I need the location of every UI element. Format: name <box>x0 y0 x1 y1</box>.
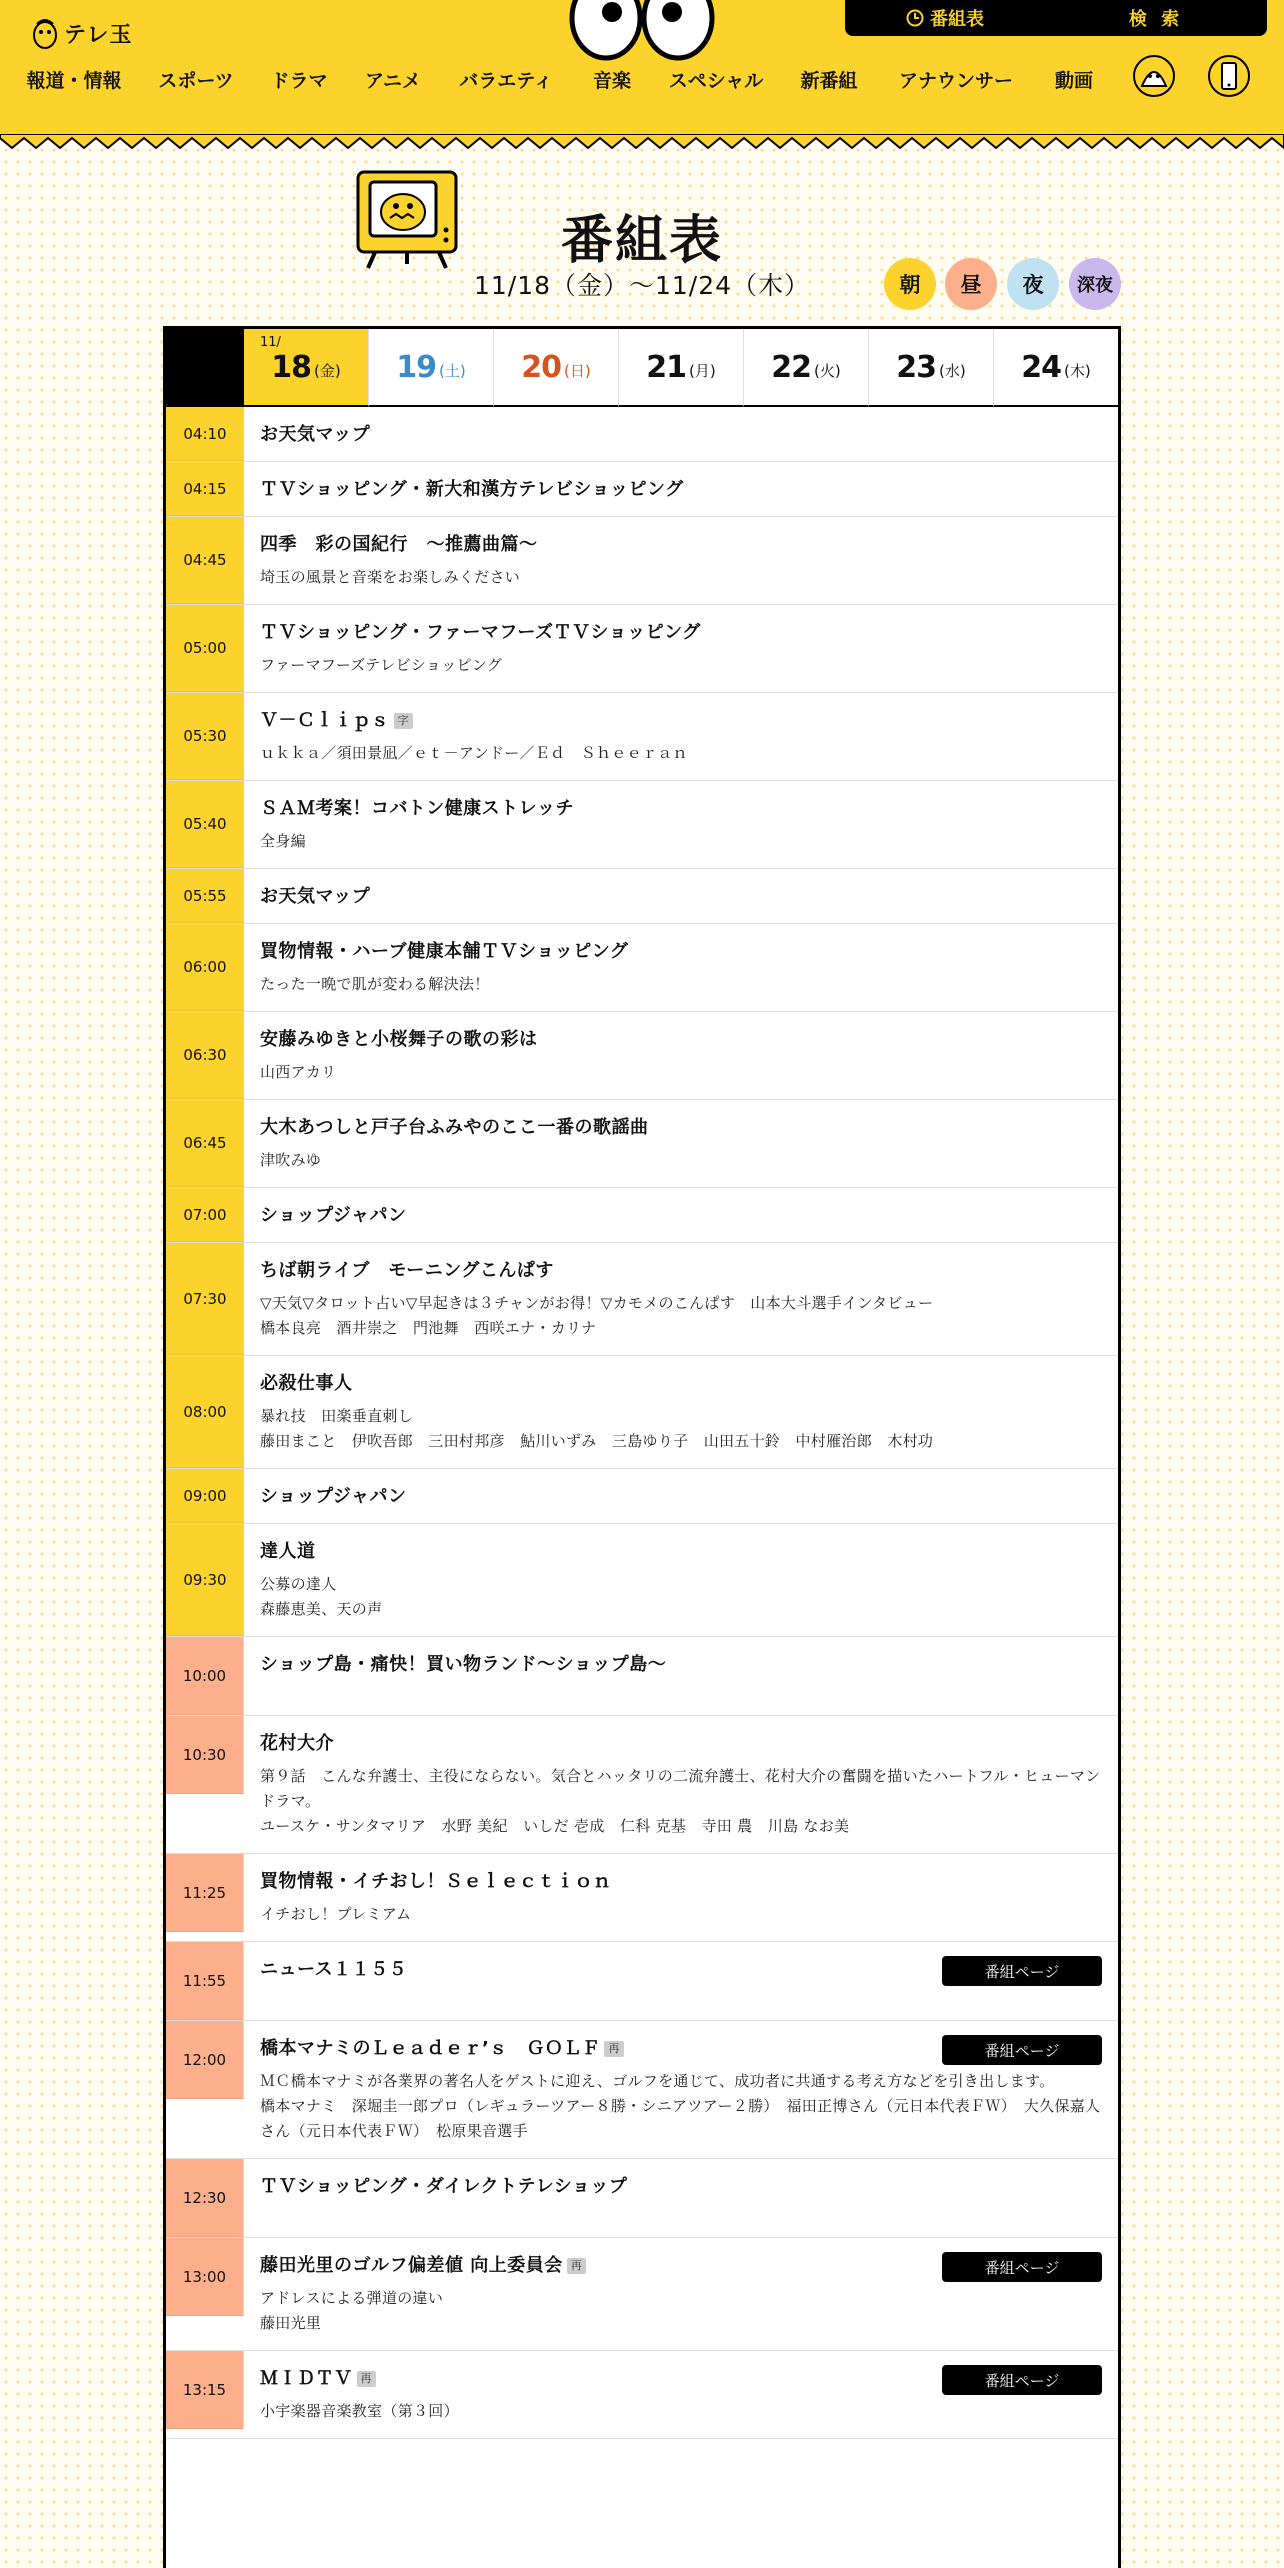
program-title[interactable] <box>260 940 1102 964</box>
program-row[interactable] <box>166 1716 1118 1854</box>
program-title-text: 四季 彩の国紀行 ～推薦曲篇～ <box>260 534 538 555</box>
program-cell <box>244 407 1118 461</box>
program-cell <box>244 1100 1118 1187</box>
nav-news[interactable]: 報道・情報 <box>26 70 122 92</box>
program-cell <box>244 2021 1118 2158</box>
program-row[interactable] <box>166 1524 1118 1637</box>
day-weekday: (木) <box>1064 361 1091 380</box>
program-description <box>260 2286 1102 2336</box>
program-cell <box>244 605 1118 692</box>
program-time: 04:45 <box>166 517 244 604</box>
tod-noon-label: 昼 <box>960 273 982 297</box>
program-row[interactable] <box>166 1100 1118 1188</box>
program-title[interactable] <box>260 1732 1102 1756</box>
program-cell <box>244 1356 1118 1468</box>
program-description-line: 藤田光里 <box>260 2314 322 2332</box>
program-description-line: 公募の達人 <box>260 1575 337 1593</box>
logo-text: テレ玉 <box>64 22 133 48</box>
program-time: 09:00 <box>166 1469 244 1523</box>
topbar <box>845 0 1267 36</box>
program-description <box>260 1291 1102 1341</box>
day-corner <box>166 329 244 407</box>
program-description-line: 橋本良亮 酒井崇之 門池舞 西咲エナ・カリナ <box>260 1319 597 1337</box>
program-row[interactable] <box>166 2238 1118 2351</box>
day-weekday: (月) <box>689 361 716 380</box>
program-description <box>260 1148 1102 1173</box>
program-row[interactable] <box>166 1854 1118 1942</box>
program-badge: 字 <box>394 713 414 729</box>
day-number: 20 <box>521 349 562 385</box>
day-number: 22 <box>771 349 812 385</box>
nav-drama[interactable]: ドラマ <box>270 70 328 92</box>
program-title-text: ショップ島・痛快！買い物ランド～ショップ島～ <box>260 1654 667 1675</box>
program-time: 06:00 <box>166 924 244 1011</box>
schedule-table <box>163 326 1121 2568</box>
day-number: 21 <box>646 349 687 385</box>
program-cell <box>244 2351 1118 2438</box>
day-number: 24 <box>1021 349 1062 385</box>
program-title[interactable] <box>260 2175 1102 2199</box>
program-time: 05:55 <box>166 869 244 923</box>
program-title-text: ＳＡＭ考案！コバトン健康ストレッチ <box>260 798 574 819</box>
program-title[interactable] <box>260 1540 1102 1564</box>
tamago-mascot-icon <box>32 16 58 50</box>
program-title-text: 必殺仕事人 <box>260 1373 353 1394</box>
program-cell <box>244 462 1118 516</box>
program-description-line: 暴れ技 田楽垂直刺し <box>260 1407 414 1425</box>
program-title-text: ＴＶショッピング・ダイレクトテレショップ <box>260 2176 628 2197</box>
program-row[interactable] <box>166 693 1118 781</box>
program-time: 06:30 <box>166 1012 244 1099</box>
nav-music[interactable]: 音楽 <box>592 70 632 92</box>
program-description-line: 森藤恵美、天の声 <box>260 1600 383 1618</box>
tod-night-label: 夜 <box>1022 273 1044 297</box>
program-row[interactable] <box>166 1012 1118 1100</box>
tod-morning-button[interactable] <box>884 258 936 310</box>
date-range: 11/18（金）〜11/24（木） <box>473 271 811 300</box>
day-number: 18 <box>271 349 312 385</box>
program-time: 12:30 <box>166 2159 244 2237</box>
program-description <box>260 565 1102 590</box>
program-time: 11:25 <box>166 1854 244 1932</box>
program-title-text: 大木あつしと戸子台ふみやのここ一番の歌謡曲 <box>260 1117 649 1138</box>
program-row[interactable] <box>166 2159 1118 2238</box>
program-title-text: ＴＶショッピング・ファーマフーズＴＶショッピング <box>260 622 701 643</box>
teletama-kun-icon[interactable] <box>1132 54 1176 98</box>
program-description <box>260 2399 1102 2424</box>
program-description-line: ▽天気▽タロット占い▽早起きは３チャンがお得！▽カモメのこんぱす 山本大斗選手インタビュー <box>260 1294 934 1312</box>
tod-night-button[interactable] <box>1007 258 1059 310</box>
program-row[interactable] <box>166 1243 1118 1356</box>
program-title-text: ショップジャパン <box>260 1205 407 1226</box>
mascot-eyes-icon <box>568 0 716 62</box>
program-time: 04:10 <box>166 407 244 461</box>
program-title-text: 買物情報・イチおし！Ｓｅｌｅｃｔｉｏｎ <box>260 1871 612 1892</box>
program-time: 10:00 <box>166 1637 244 1715</box>
program-description-line: イチおし！プレミアム <box>260 1905 412 1923</box>
program-title-text: ＭＩＤＴＶ <box>260 2368 353 2389</box>
program-title-text: 花村大介 <box>260 1733 334 1754</box>
nav-new-programs[interactable]: 新番組 <box>800 70 858 92</box>
tod-late-night-label: 深夜 <box>1077 275 1113 296</box>
day-tab[interactable] <box>244 329 369 407</box>
program-title[interactable] <box>260 1028 1102 1052</box>
program-description <box>260 1404 1102 1454</box>
tod-noon-button[interactable] <box>945 258 997 310</box>
program-time: 09:30 <box>166 1524 244 1636</box>
program-cell <box>244 1854 1118 1941</box>
program-time: 05:40 <box>166 781 244 868</box>
day-tab[interactable] <box>869 329 994 407</box>
program-row[interactable] <box>166 869 1118 924</box>
schedule-link[interactable] <box>845 0 1045 36</box>
day-weekday: (水) <box>939 361 966 380</box>
nav-announcer[interactable]: アナウンサー <box>898 70 1014 92</box>
program-row[interactable] <box>166 924 1118 1012</box>
program-title[interactable] <box>260 1372 1102 1396</box>
program-time: 05:00 <box>166 605 244 692</box>
main-nav <box>0 66 1284 106</box>
tod-late-night-button[interactable] <box>1069 258 1121 310</box>
program-cell <box>244 693 1118 780</box>
program-description-line: ユースケ・サンタマリア 水野 美紀 いしだ 壱成 仁科 克基 寺田 農 川島 なお美 <box>260 1817 850 1835</box>
program-description <box>260 1572 1102 1622</box>
header-zigzag-edge <box>0 134 1284 152</box>
nav-special[interactable]: スペシャル <box>668 70 764 92</box>
program-page-button[interactable]: 番組ページ <box>942 1956 1102 1986</box>
mobile-icon[interactable] <box>1207 54 1251 98</box>
site-header <box>0 0 1284 140</box>
program-description-line: 埼玉の風景と音楽をお楽しみください <box>260 568 521 586</box>
program-title[interactable] <box>260 478 1102 502</box>
search-link[interactable]: 検 索 <box>1128 9 1184 30</box>
program-cell <box>244 1012 1118 1099</box>
program-page-button[interactable]: 番組ページ <box>942 2252 1102 2282</box>
program-row[interactable] <box>166 2021 1118 2159</box>
program-time: 13:00 <box>166 2238 244 2316</box>
program-title[interactable] <box>260 423 1102 447</box>
program-title[interactable] <box>260 1116 1102 1140</box>
program-description <box>260 2069 1102 2144</box>
program-time: 05:30 <box>166 693 244 780</box>
program-badge: 再 <box>567 2258 587 2274</box>
program-title-text: Ｖ－Ｃｌｉｐｓ <box>260 710 390 731</box>
day-number: 19 <box>396 349 437 385</box>
program-title[interactable] <box>260 1485 1102 1509</box>
program-title-text: ちば朝ライブ モーニングこんぱす <box>260 1260 554 1281</box>
program-description <box>260 1764 1102 1839</box>
program-row[interactable] <box>166 517 1118 605</box>
program-title-text: 達人道 <box>260 1541 316 1562</box>
program-title[interactable] <box>260 1870 1102 1894</box>
schedule-link-label: 番組表 <box>930 9 984 30</box>
day-weekday: (火) <box>814 361 841 380</box>
program-row[interactable] <box>166 1469 1118 1524</box>
program-description-line: ｕｋｋａ／須田景凪／ｅｔ－アンドー／Ｅｄ Ｓｈｅｅｒａｎ <box>260 744 688 762</box>
program-cell <box>244 2159 1118 2237</box>
program-title[interactable] <box>260 1204 1102 1228</box>
page-title: 番組表 <box>560 211 723 271</box>
day-tab[interactable] <box>494 329 619 407</box>
program-description-line: 小宇楽器音楽教室（第３回） <box>260 2402 459 2420</box>
site-logo[interactable] <box>32 16 133 50</box>
nav-variety[interactable]: バラエティ <box>459 70 553 92</box>
program-title[interactable] <box>260 1653 1102 1677</box>
nav-video[interactable]: 動画 <box>1054 70 1094 92</box>
program-title[interactable] <box>260 885 1102 909</box>
program-description <box>260 972 1102 997</box>
program-cell <box>244 1469 1118 1523</box>
program-description-line: 全身編 <box>260 832 306 850</box>
program-row[interactable] <box>166 1637 1118 1716</box>
program-badge: 再 <box>604 2041 624 2057</box>
program-row[interactable] <box>166 781 1118 869</box>
program-description <box>260 653 1102 678</box>
program-row[interactable] <box>166 605 1118 693</box>
program-description-line: 山西アカリ <box>260 1063 337 1081</box>
program-time: 08:00 <box>166 1356 244 1468</box>
program-cell <box>244 2238 1118 2350</box>
program-description-line: 津吹みゆ <box>260 1151 322 1169</box>
program-title-text: お天気マップ <box>260 424 371 445</box>
day-header-row <box>166 329 1118 407</box>
program-description <box>260 829 1102 854</box>
day-number: 23 <box>896 349 937 385</box>
program-title[interactable] <box>260 1259 1102 1283</box>
program-description-line: ＭＣ橋本マナミが各業界の著名人をゲストに迎え、ゴルフを通じて、成功者に共通する考え方などを引き出します。 <box>260 2072 1055 2090</box>
program-row[interactable] <box>166 1356 1118 1469</box>
program-title-text: 買物情報・ハーブ健康本舗ＴＶショッピング <box>260 941 629 962</box>
nav-sports[interactable]: スポーツ <box>158 70 234 92</box>
program-cell <box>244 1243 1118 1355</box>
day-month: 11/ <box>260 335 281 350</box>
program-time: 07:00 <box>166 1188 244 1242</box>
program-description-line: たった一晩で肌が変わる解決法！ <box>260 975 490 993</box>
program-time: 07:30 <box>166 1243 244 1355</box>
program-cell <box>244 869 1118 923</box>
program-title[interactable] <box>260 533 1102 557</box>
program-description <box>260 1902 1102 1927</box>
clock-icon <box>906 9 924 27</box>
program-row[interactable] <box>166 2351 1118 2439</box>
program-cell <box>244 924 1118 1011</box>
program-page-button[interactable]: 番組ページ <box>942 2365 1102 2395</box>
program-cell <box>244 1637 1118 1715</box>
tod-morning-label: 朝 <box>899 273 921 297</box>
day-tab[interactable] <box>994 329 1118 407</box>
program-time: 10:30 <box>166 1716 244 1794</box>
program-row[interactable] <box>166 462 1118 517</box>
program-row[interactable] <box>166 1942 1118 2021</box>
day-weekday: (土) <box>439 361 466 380</box>
program-title-text: ニュース１１５５ <box>260 1959 408 1980</box>
program-cell <box>244 1942 1118 2020</box>
program-badge: 再 <box>357 2371 377 2387</box>
program-cell <box>244 1188 1118 1242</box>
program-description-line: ファーマフーズテレビショッピング <box>260 656 503 674</box>
program-time: 13:15 <box>166 2351 244 2429</box>
program-cell <box>244 1524 1118 1636</box>
program-title-text: 安藤みゆきと小桜舞子の歌の彩は <box>260 1029 538 1050</box>
program-title-text: ＴＶショッピング・新大和漢方テレビショッピング <box>260 479 684 500</box>
program-time: 11:55 <box>166 1942 244 2020</box>
program-title[interactable] <box>260 797 1102 821</box>
program-cell <box>244 1716 1118 1853</box>
day-weekday: (金) <box>314 361 341 380</box>
day-tab[interactable] <box>619 329 744 407</box>
program-title[interactable] <box>260 621 1102 645</box>
program-cell <box>244 517 1118 604</box>
program-description-line: 藤田まこと 伊吹吾郎 三田村邦彦 鮎川いずみ 三島ゆり子 山田五十鈴 中村雁治郎 木村功 <box>260 1432 934 1450</box>
program-row[interactable] <box>166 407 1118 462</box>
program-description-line: アドレスによる弾道の違い <box>260 2289 444 2307</box>
program-title[interactable] <box>260 709 1102 733</box>
day-tab[interactable] <box>744 329 869 407</box>
nav-anime[interactable]: アニメ <box>364 70 422 92</box>
program-description <box>260 1060 1102 1085</box>
program-description <box>260 741 1102 766</box>
program-cell <box>244 781 1118 868</box>
program-title-text: 橋本マナミのＬｅａｄｅｒ’ｓ ＧＯＬＦ <box>260 2038 601 2059</box>
program-row[interactable] <box>166 1188 1118 1243</box>
program-title-text: お天気マップ <box>260 886 371 907</box>
program-page-button[interactable]: 番組ページ <box>942 2035 1102 2065</box>
program-description-line: 橋本マナミ 深堀圭一郎プロ（レギュラーツアー８勝・シニアツアー２勝） 福田正博さん（元日本代表ＦＷ） 大久保嘉人さん（元日本代表ＦＷ） 松原果音選手 <box>260 2097 1101 2140</box>
program-time: 12:00 <box>166 2021 244 2099</box>
program-time: 06:45 <box>166 1100 244 1187</box>
program-title-text: ショップジャパン <box>260 1486 407 1507</box>
program-list <box>166 407 1118 2439</box>
program-title-text: 藤田光里のゴルフ偏差値 向上委員会 <box>260 2255 563 2276</box>
program-time: 04:15 <box>166 462 244 516</box>
day-weekday: (日) <box>564 361 591 380</box>
program-description-line: 第９話 こんな弁護士、主役にならない。気合とハッタリの二流弁護士、花村大介の奮闘を描いたハートフル・ヒューマンドラマ。 <box>260 1767 1101 1810</box>
day-tab[interactable] <box>369 329 494 407</box>
